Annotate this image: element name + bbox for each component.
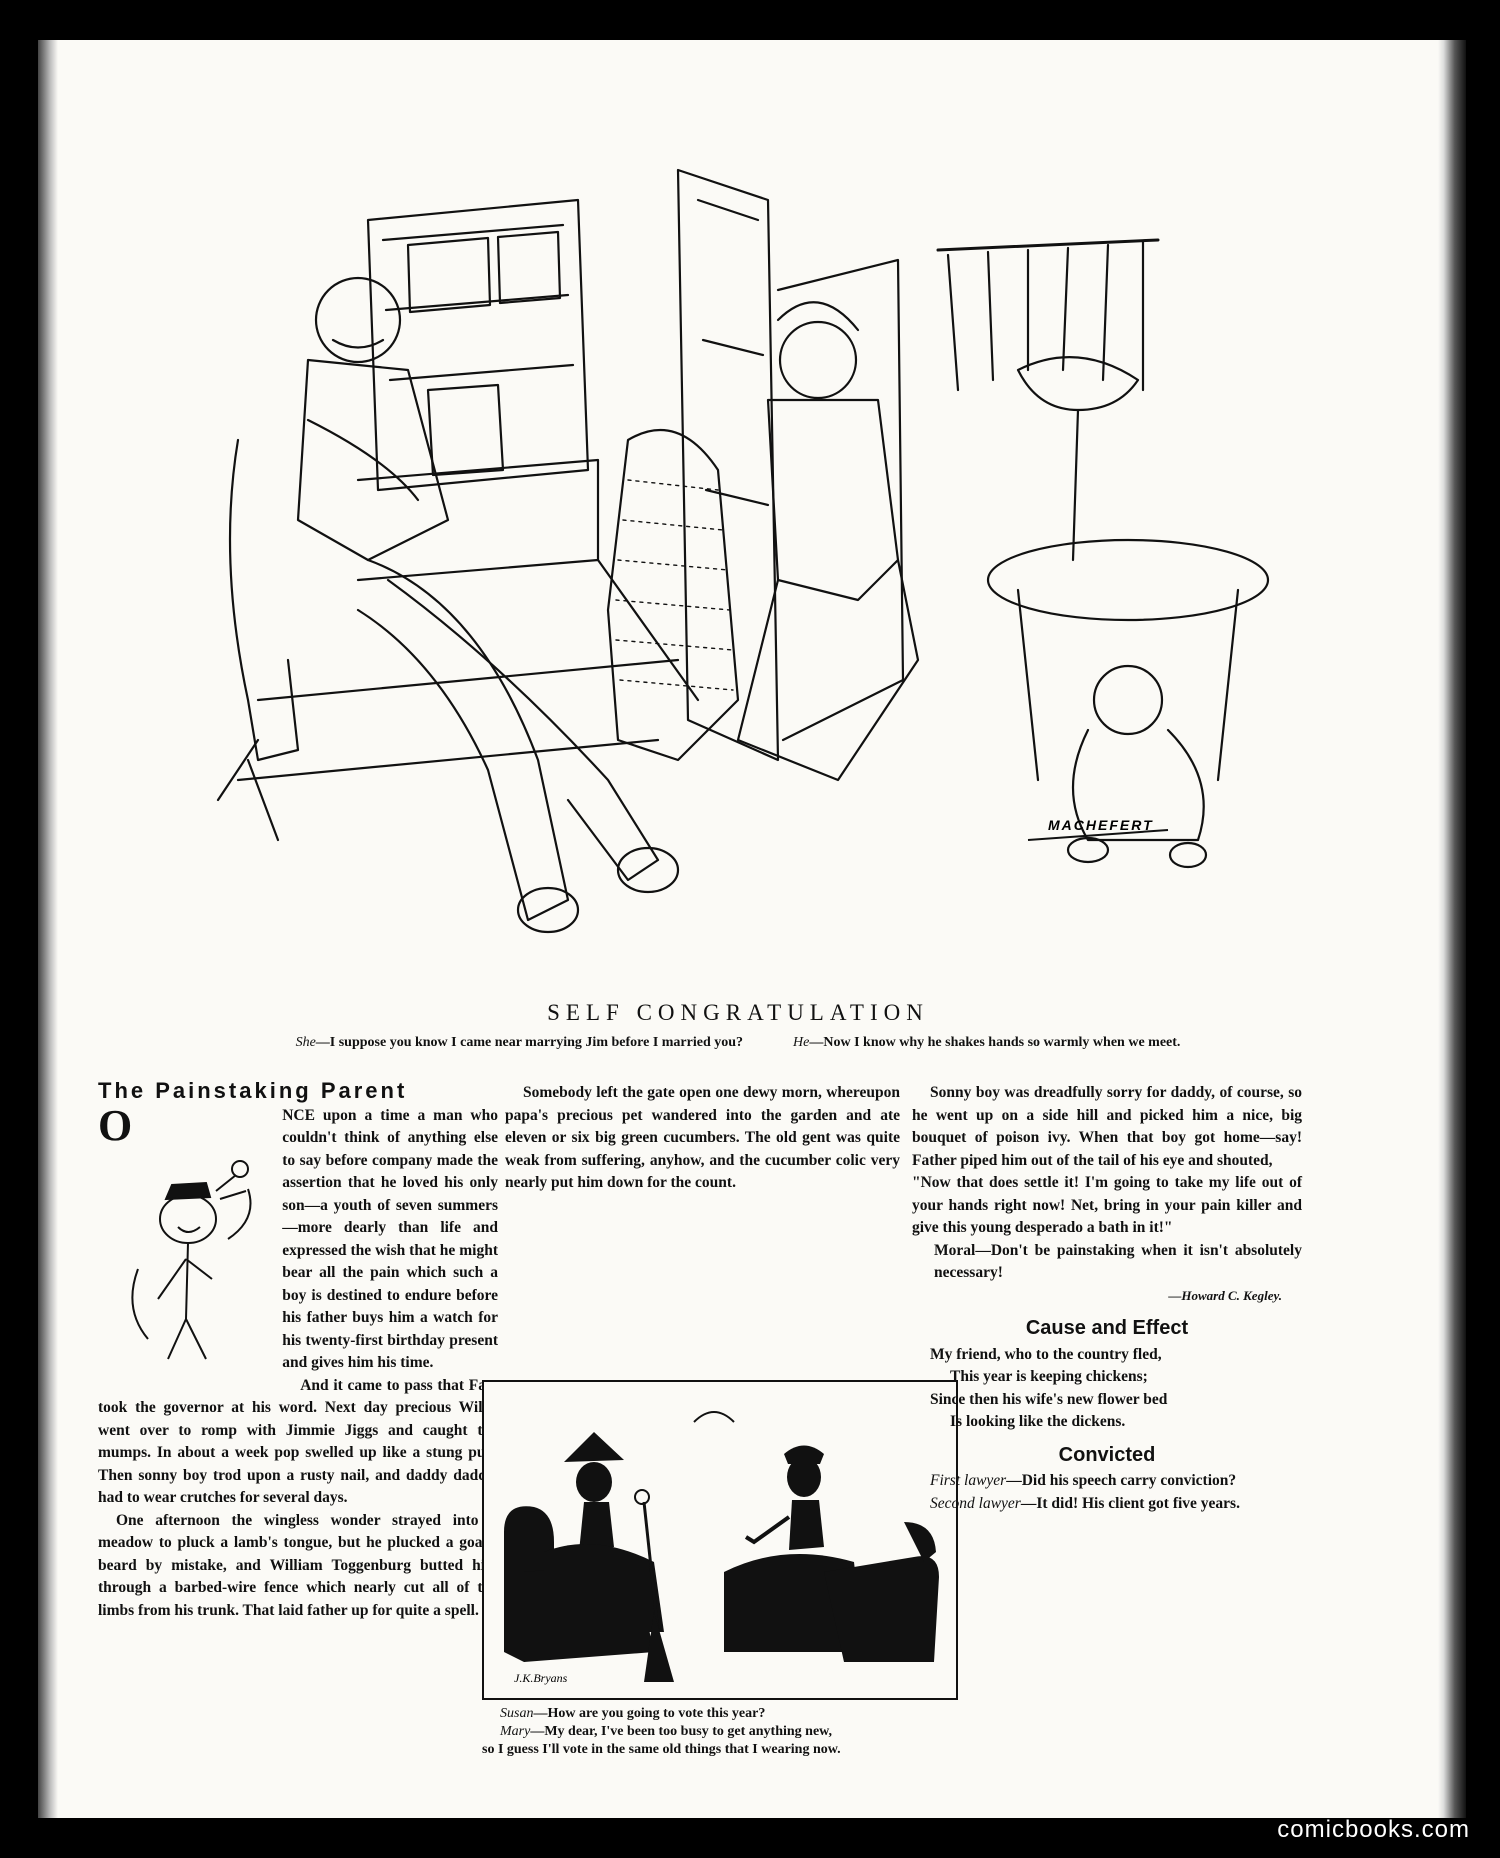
armchair-left bbox=[230, 440, 298, 760]
cartoon-dialogue bbox=[98, 1035, 1378, 1051]
poem-line: My friend, who to the country fled, bbox=[930, 1345, 1162, 1363]
silhouette-signature: J.K.Bryans bbox=[514, 1671, 568, 1685]
poem-line: Since then his wife's new flower bed bbox=[930, 1390, 1168, 1408]
page-spine-right bbox=[1438, 40, 1466, 1818]
article-author: —Howard C. Kegley. bbox=[1168, 1287, 1282, 1303]
man-torso bbox=[298, 360, 448, 560]
article-paragraph-3: One afternoon the wingless wonder strayed into a meadow to pluck a lamb's tongue, but he plucked a goat's beard by mistake, and William Toggenburg butted him through a barbed-wire fence which nearly cut all of the limbs from his trunk. That laid father up for quite a spell. bbox=[98, 1511, 498, 1619]
woman-head bbox=[780, 322, 856, 398]
he-line: —Now I know why he shakes hands so warmly when we meet. bbox=[809, 1035, 1181, 1050]
first-lawyer-speaker: First lawyer bbox=[930, 1472, 1007, 1489]
article-column-1 bbox=[98, 1078, 498, 1619]
man-head bbox=[316, 278, 400, 362]
silhouette-caption bbox=[482, 1705, 962, 1759]
wicker-chair bbox=[608, 430, 738, 760]
article-title: The Painstaking Parent bbox=[98, 1078, 408, 1103]
page-spine-left bbox=[38, 40, 58, 1818]
drop-cap: O bbox=[98, 1100, 133, 1150]
man-leg-front bbox=[358, 560, 568, 920]
sideboard bbox=[368, 200, 588, 490]
convicted-exchange-1 bbox=[912, 1470, 1302, 1493]
mary-line: —My dear, I've been too busy to get anything new, bbox=[530, 1724, 832, 1739]
magazine-page bbox=[38, 40, 1466, 1818]
cartoon-signature: MACHEFERT bbox=[1048, 817, 1154, 833]
article-paragraph-1: NCE upon a time a man who couldn't think of anything else to say before company made the assertion that he loved his only son—a youth of seven summers—more dearly than life and expressed the wish that he might bear all the pain which such a boy is destined to endure before his father buys him a watch for his twenty-first birthday present and gives him his time. bbox=[282, 1106, 498, 1371]
convicted-title: Convicted bbox=[1058, 1443, 1156, 1466]
mary-speaker: Mary bbox=[500, 1724, 531, 1739]
site-watermark: comicbooks.com bbox=[1277, 1816, 1470, 1843]
article-paragraph-5: Sonny boy was dreadfully sorry for daddy, of course, so he went up on a side hill and picked him a nice, big bouquet of poison ivy. When that boy got home—say! Father piped him out of the tail of his eye and shouted, bbox=[912, 1084, 1302, 1169]
silhouette-cartoon bbox=[482, 1380, 958, 1700]
poem-line: This year is keeping chickens; bbox=[950, 1368, 1148, 1385]
article-column-2 bbox=[505, 1082, 900, 1195]
second-lawyer-line: —It did! His client got five years. bbox=[1020, 1494, 1240, 1512]
article-quote: "Now that does settle it! I'm going to take my life out of your hands right now! Net, bring in your pain killer and give this young desperado a bath in it!" bbox=[912, 1174, 1302, 1236]
dizzy-man-sketch bbox=[128, 1109, 274, 1379]
second-lawyer-speaker: Second lawyer bbox=[930, 1494, 1021, 1512]
baby-head bbox=[1094, 666, 1162, 734]
cause-effect-poem bbox=[912, 1344, 1302, 1434]
susan-speaker: Susan bbox=[500, 1706, 534, 1721]
woman-torso bbox=[768, 400, 898, 600]
cartoon-title: SELF CONGRATULATION bbox=[547, 1000, 929, 1025]
she-line: —I suppose you know I came near marrying Jim before I married you? bbox=[315, 1035, 744, 1050]
cause-effect-title: Cause and Effect bbox=[1025, 1317, 1189, 1339]
article-paragraph-4: Somebody left the gate open one dewy morn, whereupon papa's precious pet wandered into the garden and ate eleven or six big green cucumbers. The old gent was quite weak from suffering, anyhow, and the cucumber colic very nearly put him down for the count. bbox=[505, 1084, 900, 1191]
article-column-3 bbox=[912, 1082, 1302, 1515]
door bbox=[678, 170, 778, 760]
he-speaker: He bbox=[793, 1035, 810, 1050]
article-paragraph-2: And it came to pass that Fate took the governor at his word. Next day precious Willie went over to romp with Jimmie Jiggs and caught the mumps. In about a week pop swelled up like a stung pup. Then sonny boy trod upon a rusty nail, and daddy daddle had to wear crutches for several days. bbox=[98, 1376, 498, 1506]
susan-line: —How are you going to vote this year? bbox=[533, 1706, 766, 1721]
convicted-exchange-2 bbox=[912, 1493, 1302, 1516]
poem-line: Is looking like the dickens. bbox=[950, 1413, 1126, 1430]
mary-line-2: so I guess I'll vote in the same old things that I wearing now. bbox=[482, 1742, 841, 1757]
she-speaker: She bbox=[295, 1035, 316, 1050]
cartoon-illustration bbox=[158, 140, 1288, 1020]
article-moral: Moral—Don't be painstaking when it isn't absolutely necessary! bbox=[934, 1241, 1302, 1281]
first-lawyer-line: —Did his speech carry conviction? bbox=[1006, 1472, 1237, 1489]
